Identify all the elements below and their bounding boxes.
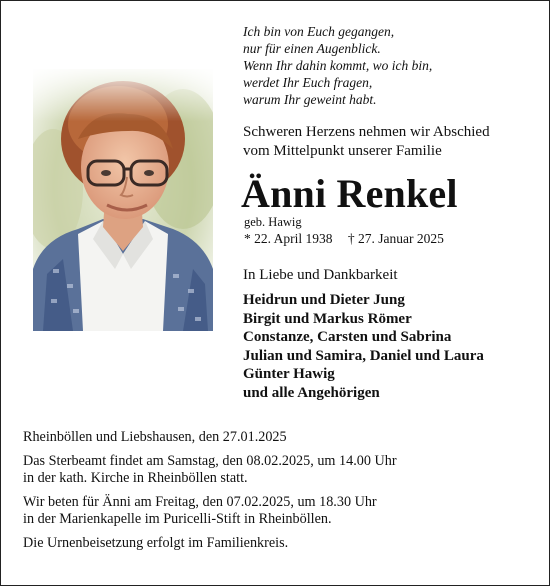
service-details [23,429,397,558]
requiem-line: in der kath. Kirche in Rheinböllen statt. [23,470,248,486]
family-member: Constanze, Carsten und Sabrina [243,329,452,345]
requiem-info [23,453,397,488]
poem-line: Wenn Ihr dahin kommt, wo ich bin, [243,58,433,73]
poem-line: Ich bin von Euch gegangen, [243,24,395,39]
portrait-photo [33,69,213,331]
family-list [243,291,484,402]
family-member: Julian und Samira, Daniel und Laura [243,347,484,364]
prayer-line: in der Marienkapelle im Puricelli-Stift in Rheinböllen. [23,511,332,527]
death-date: † 27. Januar 2025 [347,231,444,246]
poem-line: werdet Ihr Euch fragen, [243,75,373,90]
intro-line: vom Mittelpunkt unserer Familie [243,143,442,159]
farewell-intro [243,123,490,161]
prayer-info [23,494,397,529]
family-member: Heidrun und Dieter Jung [243,292,405,308]
poem [243,23,432,108]
birth-date: * 22. April 1938 [244,231,333,246]
family-member: Birgit und Markus Römer [243,310,412,327]
intro-line: Schweren Herzens nehmen wir Abschied [243,124,490,140]
prayer-line: Wir beten für Änni am Freitag, den 07.02.2025, um 18.30 Uhr [23,493,377,510]
maiden-name: geb. Hawig [244,215,302,229]
requiem-line: Das Sterbeamt findet am Samstag, den 08.02.2025, um 14.00 Uhr [23,452,397,469]
life-dates [244,231,444,247]
deceased-name: Änni Renkel [241,171,458,216]
poem-line: nur für einen Augenblick. [243,41,381,56]
love-line: In Liebe und Dankbarkeit [243,267,398,283]
burial-info: Die Urnenbeisetzung erfolgt im Familienkreis. [23,534,289,551]
poem-line: warum Ihr geweint habt. [243,92,377,107]
family-member: Günter Hawig [243,366,335,382]
family-member: und alle Angehörigen [243,384,380,401]
place-date: Rheinböllen und Liebshausen, den 27.01.2025 [23,429,287,445]
